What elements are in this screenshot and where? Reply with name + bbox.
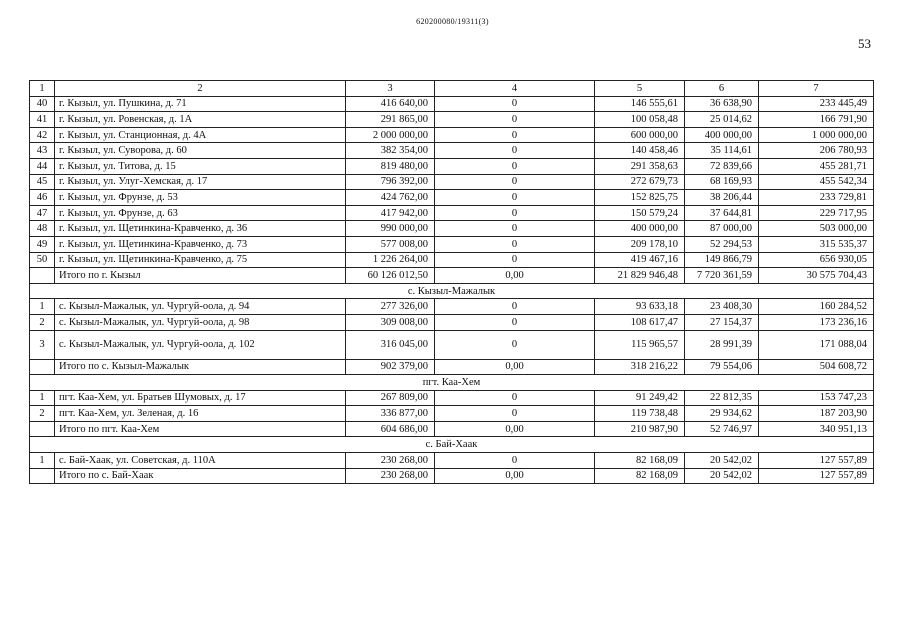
address-cell: г. Кызыл, ул. Ровенская, д. 1А xyxy=(55,112,346,128)
value-cell-c4: 0 xyxy=(435,252,595,268)
total-label: Итого по пгт. Каа-Хем xyxy=(55,421,346,437)
row-number: 47 xyxy=(30,205,55,221)
value-cell-c5: 419 467,16 xyxy=(595,252,685,268)
total-label: Итого по г. Кызыл xyxy=(55,268,346,284)
value-cell-c7: 153 747,23 xyxy=(759,390,874,406)
value-cell-c7: 187 203,90 xyxy=(759,406,874,422)
value-cell-c5: 272 679,73 xyxy=(595,174,685,190)
table-row xyxy=(30,158,874,174)
value-cell-c4: 0 xyxy=(435,96,595,112)
value-cell-c4: 0 xyxy=(435,314,595,330)
total-value-c5: 318 216,22 xyxy=(595,359,685,375)
row-number: 43 xyxy=(30,143,55,159)
value-cell-c6: 36 638,90 xyxy=(685,96,759,112)
value-cell-c6: 25 014,62 xyxy=(685,112,759,128)
row-number: 45 xyxy=(30,174,55,190)
address-cell: г. Кызыл, ул. Фрунзе, д. 63 xyxy=(55,205,346,221)
row-number: 3 xyxy=(30,330,55,359)
value-cell-c6: 68 169,93 xyxy=(685,174,759,190)
value-cell-c6: 27 154,37 xyxy=(685,314,759,330)
table-row xyxy=(30,314,874,330)
value-cell-c3: 416 640,00 xyxy=(346,96,435,112)
address-cell: г. Кызыл, ул. Щетинкина-Кравченко, д. 75 xyxy=(55,252,346,268)
value-cell-c5: 140 458,46 xyxy=(595,143,685,159)
value-cell-c6: 38 206,44 xyxy=(685,190,759,206)
value-cell-c6: 400 000,00 xyxy=(685,127,759,143)
section-title: с. Кызыл-Мажалык xyxy=(30,283,874,299)
total-row xyxy=(30,268,874,284)
value-cell-c7: 160 284,52 xyxy=(759,299,874,315)
total-value-c5: 21 829 946,48 xyxy=(595,268,685,284)
page-number: 53 xyxy=(858,36,871,51)
value-cell-c5: 400 000,00 xyxy=(595,221,685,237)
total-value-c3: 604 686,00 xyxy=(346,421,435,437)
value-cell-c4: 0 xyxy=(435,390,595,406)
table-row xyxy=(30,205,874,221)
section-title: пгт. Каа-Хем xyxy=(30,375,874,391)
address-cell: г. Кызыл, ул. Станционная, д. 4А xyxy=(55,127,346,143)
value-cell-c4: 0 xyxy=(435,190,595,206)
value-cell-c3: 2 000 000,00 xyxy=(346,127,435,143)
value-cell-c3: 336 877,00 xyxy=(346,406,435,422)
value-cell-c4: 0 xyxy=(435,158,595,174)
total-value-c5: 82 168,09 xyxy=(595,468,685,484)
value-cell-c4: 0 xyxy=(435,143,595,159)
address-cell: г. Кызыл, ул. Титова, д. 15 xyxy=(55,158,346,174)
total-row xyxy=(30,421,874,437)
value-cell-c7: 233 729,81 xyxy=(759,190,874,206)
value-cell-c4: 0 xyxy=(435,236,595,252)
value-cell-c5: 115 965,57 xyxy=(595,330,685,359)
value-cell-c4: 0 xyxy=(435,330,595,359)
row-number: 40 xyxy=(30,96,55,112)
value-cell-c7: 455 281,71 xyxy=(759,158,874,174)
address-cell: с. Кызыл-Мажалык, ул. Чургуй-оола, д. 94 xyxy=(55,299,346,315)
value-cell-c7: 1 000 000,00 xyxy=(759,127,874,143)
row-number: 49 xyxy=(30,236,55,252)
value-cell-c6: 149 866,79 xyxy=(685,252,759,268)
table-row xyxy=(30,174,874,190)
value-cell-c4: 0 xyxy=(435,406,595,422)
value-cell-c4: 0 xyxy=(435,112,595,128)
table-row xyxy=(30,252,874,268)
address-cell: г. Кызыл, ул. Улуг-Хемская, д. 17 xyxy=(55,174,346,190)
total-value-c3: 230 268,00 xyxy=(346,468,435,484)
column-header: 7 xyxy=(759,81,874,97)
value-cell-c3: 417 942,00 xyxy=(346,205,435,221)
address-cell: пгт. Каа-Хем, ул. Зеленая, д. 16 xyxy=(55,406,346,422)
section-title: с. Бай-Хаак xyxy=(30,437,874,453)
value-cell-c4: 0 xyxy=(435,453,595,469)
value-cell-c4: 0 xyxy=(435,174,595,190)
value-cell-c3: 424 762,00 xyxy=(346,190,435,206)
row-number: 50 xyxy=(30,252,55,268)
table-row xyxy=(30,112,874,128)
total-value-c7: 127 557,89 xyxy=(759,468,874,484)
total-value-c4: 0,00 xyxy=(435,268,595,284)
table-body xyxy=(30,96,874,484)
total-value-c5: 210 987,90 xyxy=(595,421,685,437)
column-header: 6 xyxy=(685,81,759,97)
value-cell-c7: 206 780,93 xyxy=(759,143,874,159)
value-cell-c5: 209 178,10 xyxy=(595,236,685,252)
value-cell-c3: 316 045,00 xyxy=(346,330,435,359)
value-cell-c5: 119 738,48 xyxy=(595,406,685,422)
value-cell-c5: 100 058,48 xyxy=(595,112,685,128)
table-row xyxy=(30,127,874,143)
row-number: 46 xyxy=(30,190,55,206)
value-cell-c3: 230 268,00 xyxy=(346,453,435,469)
value-cell-c5: 291 358,63 xyxy=(595,158,685,174)
value-cell-c7: 173 236,16 xyxy=(759,314,874,330)
column-header: 2 xyxy=(55,81,346,97)
value-cell-c6: 52 294,53 xyxy=(685,236,759,252)
table-row xyxy=(30,96,874,112)
value-cell-c6: 22 812,35 xyxy=(685,390,759,406)
value-cell-c6: 72 839,66 xyxy=(685,158,759,174)
total-value-c6: 79 554,06 xyxy=(685,359,759,375)
value-cell-c5: 93 633,18 xyxy=(595,299,685,315)
total-value-c7: 340 951,13 xyxy=(759,421,874,437)
total-label: Итого по с. Бай-Хаак xyxy=(55,468,346,484)
value-cell-c4: 0 xyxy=(435,299,595,315)
total-value-c6: 20 542,02 xyxy=(685,468,759,484)
value-cell-c7: 127 557,89 xyxy=(759,453,874,469)
table-row xyxy=(30,221,874,237)
value-cell-c7: 229 717,95 xyxy=(759,205,874,221)
total-number-cell xyxy=(30,359,55,375)
column-number-row xyxy=(30,81,874,97)
table-row xyxy=(30,236,874,252)
section-header-row xyxy=(30,375,874,391)
column-header: 1 xyxy=(30,81,55,97)
value-cell-c3: 267 809,00 xyxy=(346,390,435,406)
total-number-cell xyxy=(30,268,55,284)
table-row xyxy=(30,453,874,469)
value-cell-c7: 171 088,04 xyxy=(759,330,874,359)
row-number: 48 xyxy=(30,221,55,237)
value-cell-c4: 0 xyxy=(435,205,595,221)
address-cell: г. Кызыл, ул. Щетинкина-Кравченко, д. 73 xyxy=(55,236,346,252)
value-cell-c4: 0 xyxy=(435,221,595,237)
row-number: 1 xyxy=(30,299,55,315)
address-cell: с. Бай-Хаак, ул. Советская, д. 110А xyxy=(55,453,346,469)
value-cell-c3: 796 392,00 xyxy=(346,174,435,190)
address-cell: г. Кызыл, ул. Фрунзе, д. 53 xyxy=(55,190,346,206)
address-cell: г. Кызыл, ул. Суворова, д. 60 xyxy=(55,143,346,159)
value-cell-c5: 600 000,00 xyxy=(595,127,685,143)
value-cell-c6: 28 991,39 xyxy=(685,330,759,359)
document-code: 620200080/19311(3) xyxy=(416,17,489,26)
value-cell-c7: 503 000,00 xyxy=(759,221,874,237)
table-row xyxy=(30,143,874,159)
value-cell-c4: 0 xyxy=(435,127,595,143)
value-cell-c5: 91 249,42 xyxy=(595,390,685,406)
address-cell: с. Кызыл-Мажалык, ул. Чургуй-оола, д. 102 xyxy=(55,330,346,359)
total-value-c3: 902 379,00 xyxy=(346,359,435,375)
value-cell-c7: 315 535,37 xyxy=(759,236,874,252)
table-row xyxy=(30,406,874,422)
total-value-c4: 0,00 xyxy=(435,359,595,375)
total-number-cell xyxy=(30,468,55,484)
value-cell-c6: 29 934,62 xyxy=(685,406,759,422)
value-cell-c3: 291 865,00 xyxy=(346,112,435,128)
value-cell-c3: 1 226 264,00 xyxy=(346,252,435,268)
total-value-c3: 60 126 012,50 xyxy=(346,268,435,284)
value-cell-c5: 82 168,09 xyxy=(595,453,685,469)
value-cell-c7: 233 445,49 xyxy=(759,96,874,112)
value-cell-c3: 819 480,00 xyxy=(346,158,435,174)
value-cell-c7: 455 542,34 xyxy=(759,174,874,190)
address-cell: пгт. Каа-Хем, ул. Братьев Шумовых, д. 17 xyxy=(55,390,346,406)
value-cell-c7: 656 930,05 xyxy=(759,252,874,268)
register-table xyxy=(29,80,874,484)
total-label: Итого по с. Кызыл-Мажалык xyxy=(55,359,346,375)
value-cell-c7: 166 791,90 xyxy=(759,112,874,128)
value-cell-c6: 87 000,00 xyxy=(685,221,759,237)
total-row xyxy=(30,468,874,484)
table-row xyxy=(30,299,874,315)
row-number: 1 xyxy=(30,390,55,406)
section-header-row xyxy=(30,437,874,453)
total-value-c4: 0,00 xyxy=(435,421,595,437)
section-header-row xyxy=(30,283,874,299)
total-value-c4: 0,00 xyxy=(435,468,595,484)
row-number: 41 xyxy=(30,112,55,128)
total-value-c6: 52 746,97 xyxy=(685,421,759,437)
table-row xyxy=(30,390,874,406)
column-header: 4 xyxy=(435,81,595,97)
total-value-c6: 7 720 361,59 xyxy=(685,268,759,284)
value-cell-c5: 152 825,75 xyxy=(595,190,685,206)
address-cell: г. Кызыл, ул. Щетинкина-Кравченко, д. 36 xyxy=(55,221,346,237)
value-cell-c5: 150 579,24 xyxy=(595,205,685,221)
value-cell-c5: 108 617,47 xyxy=(595,314,685,330)
value-cell-c6: 20 542,02 xyxy=(685,453,759,469)
value-cell-c6: 23 408,30 xyxy=(685,299,759,315)
column-header: 5 xyxy=(595,81,685,97)
column-header: 3 xyxy=(346,81,435,97)
value-cell-c3: 577 008,00 xyxy=(346,236,435,252)
total-value-c7: 30 575 704,43 xyxy=(759,268,874,284)
row-number: 42 xyxy=(30,127,55,143)
table-row xyxy=(30,330,874,359)
table-row xyxy=(30,190,874,206)
address-cell: с. Кызыл-Мажалык, ул. Чургуй-оола, д. 98 xyxy=(55,314,346,330)
row-number: 2 xyxy=(30,314,55,330)
value-cell-c5: 146 555,61 xyxy=(595,96,685,112)
value-cell-c3: 309 008,00 xyxy=(346,314,435,330)
value-cell-c3: 382 354,00 xyxy=(346,143,435,159)
value-cell-c3: 990 000,00 xyxy=(346,221,435,237)
total-row xyxy=(30,359,874,375)
value-cell-c6: 35 114,61 xyxy=(685,143,759,159)
total-number-cell xyxy=(30,421,55,437)
address-cell: г. Кызыл, ул. Пушкина, д. 71 xyxy=(55,96,346,112)
row-number: 1 xyxy=(30,453,55,469)
total-value-c7: 504 608,72 xyxy=(759,359,874,375)
value-cell-c6: 37 644,81 xyxy=(685,205,759,221)
row-number: 44 xyxy=(30,158,55,174)
value-cell-c3: 277 326,00 xyxy=(346,299,435,315)
row-number: 2 xyxy=(30,406,55,422)
